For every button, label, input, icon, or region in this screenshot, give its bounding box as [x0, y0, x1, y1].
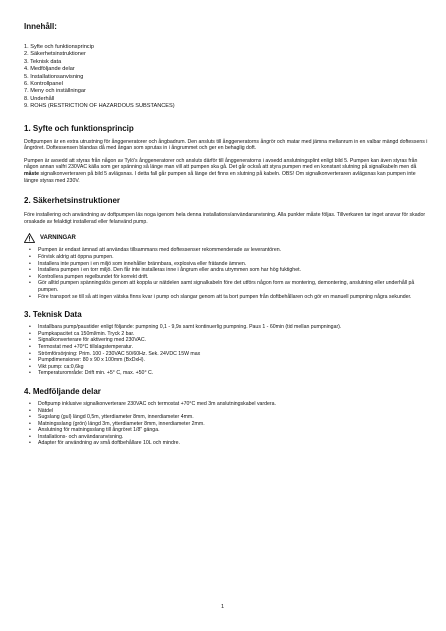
section-2-title: 2. Säkerhetsinstruktioner [24, 196, 121, 206]
toc-item: 9. ROHS (RESTRICTION OF HAZARDOUS SUBSTANCES) [24, 103, 175, 110]
list-item-text: Temperaturområde: Drift min. +5° C, max. +50° C. [38, 370, 154, 377]
list-item-text: Pumpen är endast ämnad att användas tillsammans med doftessenser rekommenderade av leverantören. [38, 247, 282, 254]
list-item [24, 401, 428, 408]
page-number: 1 [221, 604, 225, 610]
bullet-icon: • [29, 247, 31, 254]
list-item-text: Pumpdimensioner: 80 x 90 x 100mm (BxDxH). [38, 357, 145, 364]
list-item-text: Pumpkapacitet ca 150ml/min. Tryck 2 bar. [38, 330, 135, 337]
bullet-icon: • [29, 343, 31, 350]
list-item-text: Sugslang (gul) längd 0,5m, ytterdiameter 8mm, innerdiameter 4mm. [38, 414, 194, 421]
list-item-text: Doftpump inklusive signalkonverterare 230VAC och termostat +70°C med 3m anslutningskabel vardera. [38, 400, 276, 407]
list-item-text: Matningsslang (grön) längd 3m, ytterdiameter 8mm, innerdiameter 2mm. [38, 420, 205, 427]
bullet-icon: • [29, 400, 31, 407]
bullet-icon: • [29, 407, 31, 414]
toc-item: 8. Underhåll [24, 95, 55, 102]
warning-triangle-icon [24, 233, 35, 243]
bullet-icon: • [29, 363, 31, 370]
section-1-paragraph-2 [24, 158, 428, 184]
list-item [24, 337, 428, 344]
list-item-text: Förvisk aldrig att öppna pumpen. [38, 254, 114, 260]
list-item [24, 408, 428, 415]
list-item [24, 247, 428, 254]
included-parts-list [24, 401, 428, 447]
section-4-title: 4. Medföljande delar [24, 386, 101, 396]
toc-item: 5. Installationsanvisning [24, 73, 84, 80]
toc-item: 3. Teknisk data [24, 58, 62, 65]
section-1-paragraph-2-part-a: Pumpen är avsedd att styras från någon av Tylö's ånggeneratorer och ansluts därför till ånggeneratorns i avsedd anslutningsplint enligt bild 5. Pumpen kan även styras från någon annan valfri 230VAC källa som ger spänning så länge man vill att pumpen ska gå. Det går också att styra pumpen med en konstant slutning på signalkabeln men då [24, 157, 418, 171]
toc-item: 2. Säkerhetsinstruktioner [24, 51, 86, 58]
section-1-title: 1. Syfte och funktionsprincip [24, 123, 134, 133]
warnings-list [24, 247, 428, 300]
list-item-text: Installera inte pumpen i en miljö som innehåller brännbara, explosiva eller frätande ämnen. [38, 260, 247, 267]
bullet-icon: • [29, 293, 31, 300]
list-item [24, 344, 428, 351]
table-of-contents [24, 44, 428, 111]
list-item-text: Nätdel [38, 407, 53, 414]
bullet-icon: • [29, 337, 31, 344]
list-item-text: Strömförsörjning: Prim. 100 - 230VAC 50/60Hz. Sek. 24VDC 15W max [38, 350, 201, 357]
technical-data-list [24, 324, 428, 377]
list-item [24, 351, 428, 358]
list-item-text: Signalkonverterare för aktivering med 230VAC. [38, 337, 147, 344]
toc-item: 1. Syfte och funktionsprincip [24, 44, 94, 50]
list-item [24, 427, 428, 434]
bullet-icon: • [29, 330, 31, 337]
list-item-text: Installera pumpen i en torr miljö. Den får inte installeras inne i ångrum eller andra utrymmen som har hög fuktighet. [38, 267, 301, 274]
bullet-icon: • [29, 267, 31, 274]
section-1-paragraph-2-part-b: signalkonverteraren på bild 5 avlägsnas. I detta fall går pumpen så länge det finns en slutning på kabeln. OBS! Om signalkonverteraren avlägsnas kan pumpen inte längre styras med 230V. [24, 171, 416, 184]
manual-page [24, 22, 428, 447]
list-item [24, 294, 428, 301]
list-item-text: Gör alltid pumpen spänningslös genom att koppla ur nätdelen samt signalkabeln före det utförs någon form av montering, demontering, anslutning eller underhåll på pumpen. [38, 280, 415, 293]
warning-heading [24, 233, 428, 243]
list-item-text: Termostat med +70°C tillslagstemperatur. [38, 343, 134, 350]
section-1-paragraph-1: Doftpumpen är en extra utrustning för ånggeneratorer och ångbadrum. Den ansluts till ånggeneratorns ångrör och matar med jämna mellanrum in en valbar mängd doftessens i ångröret. Doftessensen blandas då med ångan som sprutas in i ångrummet och ger en behaglig doft. [24, 138, 428, 152]
list-item [24, 440, 428, 447]
bullet-icon: • [29, 427, 31, 434]
list-item [24, 324, 428, 331]
bullet-icon: • [29, 280, 31, 287]
list-item [24, 254, 428, 261]
bullet-icon: • [29, 414, 31, 421]
list-item [24, 357, 428, 364]
list-item-text: Installbara pump/paustider enligt följande: pumpning 0,1 - 9,9s samt kontinuerlig pumpning. Paus 1 - 60min (tid mellan pumpningar). [38, 324, 342, 331]
list-item [24, 331, 428, 338]
toc-item: 4. Medföljande delar [24, 66, 75, 73]
bullet-icon: • [29, 440, 31, 447]
section-2-paragraph: Före installering och användning av doftpumpen läs noga igenom hela denna installations/användaranvisning. Alla punkter måste följas. Tillverkaren tar inget ansvar för skador orsakade av felaktigt installerad eller felanvänd pump. [24, 212, 426, 225]
list-item [24, 370, 428, 377]
bullet-icon: • [29, 260, 31, 267]
bullet-icon: • [29, 433, 31, 440]
list-item [24, 280, 428, 293]
list-item-text: Före transport se till så att ingen vätska finns kvar i pump och slangar genom att ta bort pumpen från doftbehållaren och gör en manuell pumpning några sekunder. [38, 293, 412, 300]
contents-title: Innehåll: [24, 22, 57, 31]
bullet-icon: • [29, 254, 31, 260]
list-item [24, 267, 428, 274]
bullet-icon: • [29, 420, 31, 427]
toc-item: 7. Meny och inställningar [24, 88, 86, 95]
list-item-text: Installations- och användaranvisning. [38, 433, 124, 440]
list-item [24, 414, 428, 421]
list-item-text: Anslutning för matningsslang till ångröret 1/8" gänga. [38, 427, 160, 434]
list-item-text: Kontrollera pumpen regelbundet för korrekt drift. [38, 273, 149, 280]
list-item-text: Vikt pump: ca:0,6kg [38, 363, 84, 370]
bullet-icon: • [29, 273, 31, 280]
toc-item: 6. Kontrollpanel [24, 81, 63, 88]
bullet-icon: • [29, 357, 31, 364]
section-1-paragraph-2-emphasis: måste [24, 171, 39, 178]
warning-title: VARNINGAR [40, 235, 76, 242]
bullet-icon: • [29, 370, 31, 377]
section-3-title: 3. Teknisk Data [24, 310, 82, 320]
bullet-icon: • [29, 324, 31, 331]
list-item-text: Adapter för användning av små doftbehållare 10L och mindre. [38, 440, 180, 447]
bullet-icon: • [29, 350, 31, 357]
